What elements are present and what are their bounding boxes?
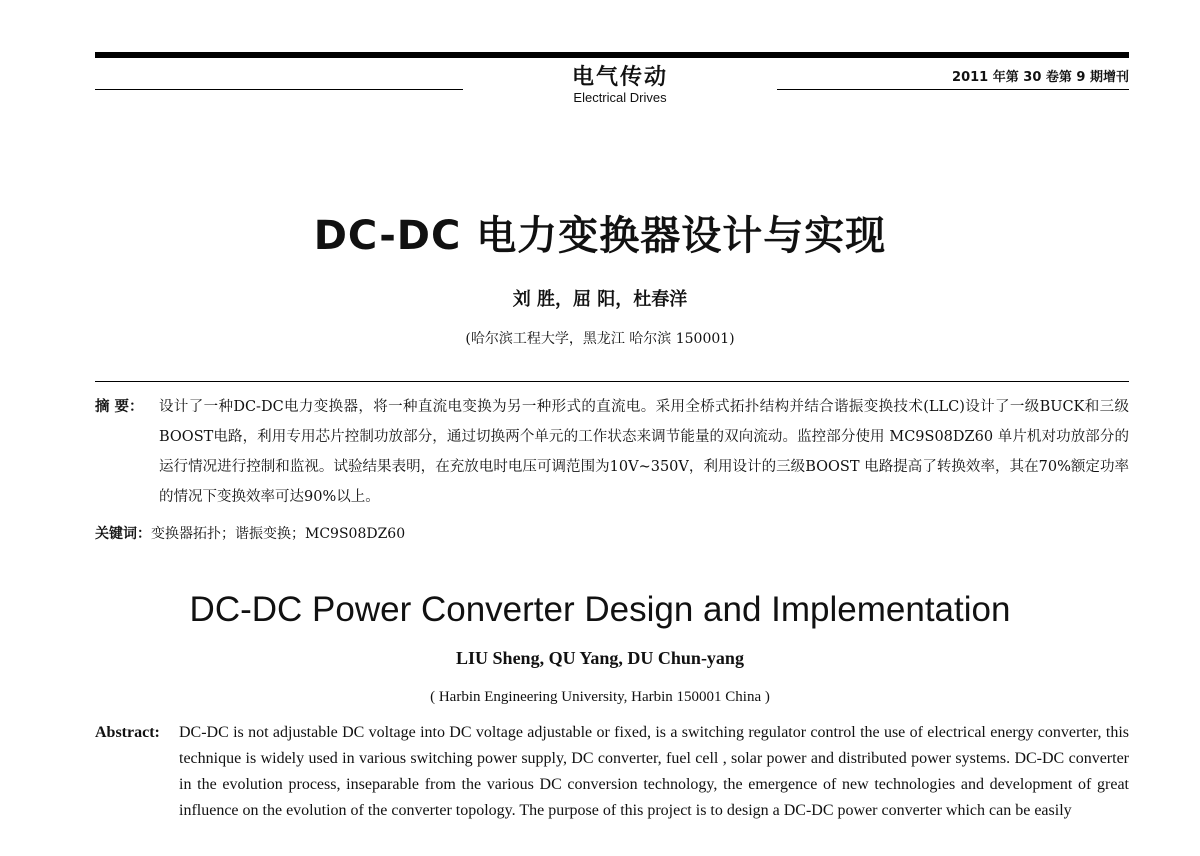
journal-name-en: Electrical Drives (573, 90, 667, 105)
keywords-cn-label: 关键词： (95, 526, 151, 542)
abstract-cn-label: 摘 要： (95, 399, 144, 415)
abstract-en-label: Abstract: (95, 724, 160, 741)
header-rule-left (95, 89, 463, 90)
abstract-en (95, 720, 1129, 824)
authors-cn: 刘 胜，屈 阳，杜春洋 (512, 289, 688, 310)
authors-en: LIU Sheng, QU Yang, DU Chun-yang (456, 648, 744, 668)
journal-name-cn: 电气传动 (571, 65, 668, 90)
keywords-cn (95, 523, 405, 543)
issue-info: 2011 年第 30 卷第 9 期增刊 (952, 70, 1129, 85)
header-rule-right (777, 89, 1129, 90)
keywords-cn-text: 变换器拓扑；谐振变换；MC9S08DZ60 (151, 526, 406, 542)
abstract-en-text: DC-DC is not adjustable DC voltage into DC voltage adjustable or fixed, is a switching regulator control the use of electrical energy converter, this technique is widely used in various switching power supply, DC converter, fuel cell , solar power and distributed power systems. DC-DC converter in the evolution process, inseparable from the various DC conversion technology, the emergence of new technologies and development of great influence on the evolution of the converter topology. The purpose of this project is to design a DC-DC power converter which can be easily (179, 724, 1129, 819)
affiliation-en: ( Harbin Engineering University, Harbin 150001 China ) (430, 689, 770, 705)
abstract-cn-text: 设计了一种DC-DC电力变换器，将一种直流电变换为另一种形式的直流电。采用全桥式拓扑结构并结合谐振变换技术(LLC)设计了一级BUCK和三级BOOST电路，利用专用芯片控制功放部分，通过切换两个单元的工作状态来调节能量的双向流动。监控部分使用 MC9S08DZ60 单片机对功放部分的运行情况进行控制和监视。试验结果表明，在充放电时电压可调范围为10V~350V，利用设计的三级BOOST 电路提高了转换效率，其在70%额定功率的情况下变换效率可达90%以上。 (159, 399, 1129, 505)
paper-title-cn: DC-DC 电力变换器设计与实现 (313, 213, 887, 259)
header-rule-thick (95, 52, 1129, 58)
paper-title-en: DC-DC Power Converter Design and Implementation (189, 590, 1011, 629)
affiliation-cn: (哈尔滨工程大学，黑龙江 哈尔滨 150001) (465, 331, 735, 347)
abstract-cn (95, 392, 1129, 512)
abstract-rule (95, 381, 1129, 382)
